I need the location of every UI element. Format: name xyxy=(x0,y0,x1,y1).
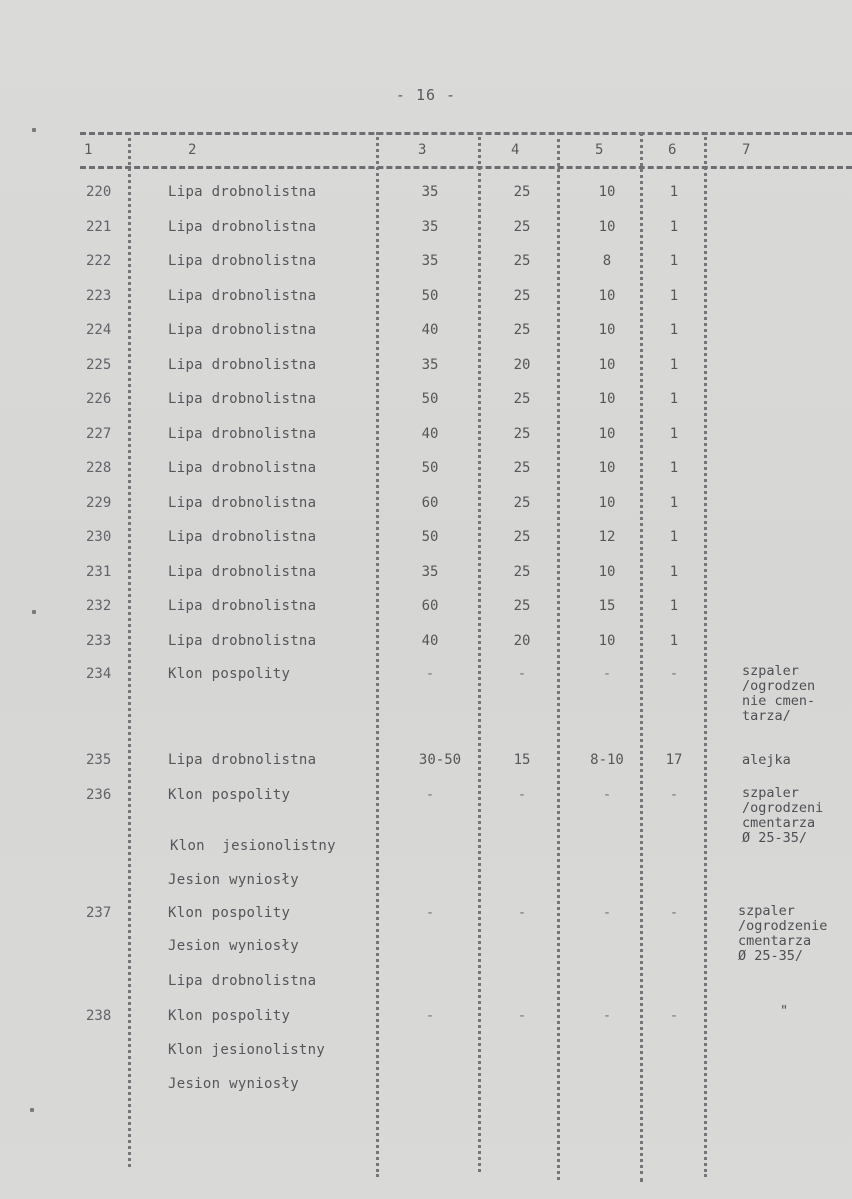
species-name: Jesion wyniosły xyxy=(168,938,299,954)
col5-value: 10 xyxy=(598,322,616,338)
table-row xyxy=(0,973,852,997)
row-number: 234 xyxy=(86,666,112,682)
punch-mark xyxy=(30,1108,34,1112)
col6-value: 17 xyxy=(665,752,683,768)
species-name: Lipa drobnolistna xyxy=(168,253,317,269)
row-number: 227 xyxy=(86,426,112,442)
col4-value: 25 xyxy=(513,322,531,338)
col3-value: 35 xyxy=(421,253,439,269)
punch-mark xyxy=(32,128,36,132)
row-number: 237 xyxy=(86,905,112,921)
col4-value: 15 xyxy=(513,752,531,768)
table-row xyxy=(0,666,852,690)
col3-value: 35 xyxy=(421,184,439,200)
species-name: Klon jesionolistny xyxy=(168,1042,326,1058)
table-row xyxy=(0,253,852,277)
column-header-5: 5 xyxy=(595,142,604,158)
col4-value: 25 xyxy=(513,219,531,235)
col6-value: 1 xyxy=(669,564,679,580)
table-row xyxy=(0,633,852,657)
row-number: 223 xyxy=(86,288,112,304)
page-number: - 16 - xyxy=(395,86,457,104)
col6-value: - xyxy=(669,787,679,803)
col6-value: 1 xyxy=(669,253,679,269)
col6-value: 1 xyxy=(669,184,679,200)
table-row xyxy=(0,564,852,588)
col3-value: 35 xyxy=(421,357,439,373)
species-name: Lipa drobnolistna xyxy=(168,219,317,235)
col6-value: - xyxy=(669,905,679,921)
col3-value: 40 xyxy=(421,633,439,649)
remark-note: alejka xyxy=(742,752,791,768)
col6-value: 1 xyxy=(669,598,679,614)
row-number: 235 xyxy=(86,752,112,768)
col5-value: 12 xyxy=(598,529,616,545)
col3-value: 40 xyxy=(421,426,439,442)
col5-value: 10 xyxy=(598,633,616,649)
row-number: 231 xyxy=(86,564,112,580)
header-bottom-rule xyxy=(80,166,852,169)
col3-value: - xyxy=(425,1008,435,1024)
column-header-4: 4 xyxy=(511,142,520,158)
species-name: Klon jesionolistny xyxy=(170,838,336,854)
col3-value: 30-50 xyxy=(418,752,462,768)
species-name: Lipa drobnolistna xyxy=(168,495,317,511)
species-name: Klon pospolity xyxy=(168,666,291,682)
row-number: 236 xyxy=(86,787,112,803)
col4-value: 25 xyxy=(513,288,531,304)
table-row xyxy=(0,219,852,243)
row-number: 238 xyxy=(86,1008,112,1024)
species-name: Lipa drobnolistna xyxy=(168,752,317,768)
col3-value: 40 xyxy=(421,322,439,338)
col4-value: 25 xyxy=(513,391,531,407)
column-header-2: 2 xyxy=(188,142,197,158)
table-row xyxy=(0,322,852,346)
table-row xyxy=(0,838,852,862)
table-row xyxy=(0,938,852,962)
col6-value: 1 xyxy=(669,460,679,476)
col4-value: 25 xyxy=(513,253,531,269)
col3-value: 50 xyxy=(421,529,439,545)
col3-value: 50 xyxy=(421,391,439,407)
col3-value: 50 xyxy=(421,288,439,304)
species-name: Lipa drobnolistna xyxy=(168,564,317,580)
species-name: Klon pospolity xyxy=(168,1008,291,1024)
row-number: 233 xyxy=(86,633,112,649)
col5-value: 8-10 xyxy=(590,752,624,768)
table-row xyxy=(0,752,852,776)
species-name: Klon pospolity xyxy=(168,905,291,921)
column-header-6: 6 xyxy=(668,142,677,158)
row-number: 225 xyxy=(86,357,112,373)
table-row xyxy=(0,787,852,811)
col5-value: 10 xyxy=(598,460,616,476)
col4-value: - xyxy=(517,666,527,682)
col4-value: 25 xyxy=(513,184,531,200)
table-row xyxy=(0,426,852,450)
remark-note: szpaler /ogrodzen nie cmen- tarza/ xyxy=(742,663,816,724)
species-name: Lipa drobnolistna xyxy=(168,357,317,373)
row-number: 222 xyxy=(86,253,112,269)
species-name: Lipa drobnolistna xyxy=(168,529,317,545)
col5-value: - xyxy=(602,1008,612,1024)
species-name: Lipa drobnolistna xyxy=(168,322,317,338)
table-row xyxy=(0,1042,852,1066)
col6-value: 1 xyxy=(669,391,679,407)
col3-value: 60 xyxy=(421,598,439,614)
col6-value: 1 xyxy=(669,288,679,304)
col4-value: 25 xyxy=(513,495,531,511)
col5-value: 10 xyxy=(598,184,616,200)
col6-value: - xyxy=(669,666,679,682)
table-row xyxy=(0,288,852,312)
col6-value: 1 xyxy=(669,495,679,511)
col4-value: - xyxy=(517,787,527,803)
table-row xyxy=(0,391,852,415)
species-name: Lipa drobnolistna xyxy=(168,973,317,989)
col5-value: - xyxy=(602,787,612,803)
col5-value: - xyxy=(602,905,612,921)
col4-value: - xyxy=(517,905,527,921)
col6-value: 1 xyxy=(669,322,679,338)
table-row xyxy=(0,1008,852,1032)
col5-value: 15 xyxy=(598,598,616,614)
col4-value: 20 xyxy=(513,633,531,649)
col3-value: 60 xyxy=(421,495,439,511)
col5-value: 8 xyxy=(602,253,612,269)
row-number: 226 xyxy=(86,391,112,407)
col5-value: 10 xyxy=(598,426,616,442)
col6-value: 1 xyxy=(669,633,679,649)
table-row xyxy=(0,529,852,553)
row-number: 230 xyxy=(86,529,112,545)
species-name: Jesion wyniosły xyxy=(168,1076,299,1092)
col3-value: - xyxy=(425,787,435,803)
col3-value: 50 xyxy=(421,460,439,476)
col5-value: 10 xyxy=(598,357,616,373)
col6-value: - xyxy=(669,1008,679,1024)
column-header-1: 1 xyxy=(84,142,93,158)
col3-value: - xyxy=(425,666,435,682)
col5-value: 10 xyxy=(598,495,616,511)
row-number: 224 xyxy=(86,322,112,338)
col5-value: 10 xyxy=(598,288,616,304)
col3-value: - xyxy=(425,905,435,921)
col6-value: 1 xyxy=(669,426,679,442)
col4-value: 25 xyxy=(513,426,531,442)
table-row xyxy=(0,460,852,484)
col3-value: 35 xyxy=(421,219,439,235)
table-row xyxy=(0,357,852,381)
species-name: Lipa drobnolistna xyxy=(168,184,317,200)
species-name: Lipa drobnolistna xyxy=(168,426,317,442)
col4-value: 20 xyxy=(513,357,531,373)
col4-value: 25 xyxy=(513,564,531,580)
row-number: 228 xyxy=(86,460,112,476)
remark-note: szpaler /ogrodzeni cmentarza Ø 25-35/ xyxy=(742,785,824,846)
table-row xyxy=(0,184,852,208)
col6-value: 1 xyxy=(669,357,679,373)
col4-value: 25 xyxy=(513,529,531,545)
col4-value: 25 xyxy=(513,460,531,476)
row-number: 229 xyxy=(86,495,112,511)
column-header-3: 3 xyxy=(418,142,427,158)
column-header-7: 7 xyxy=(742,142,751,158)
col6-value: 1 xyxy=(669,219,679,235)
ditto-mark: " xyxy=(780,1003,789,1019)
species-name: Lipa drobnolistna xyxy=(168,633,317,649)
col6-value: 1 xyxy=(669,529,679,545)
col5-value: 10 xyxy=(598,391,616,407)
row-number: 232 xyxy=(86,598,112,614)
table-row xyxy=(0,1076,852,1100)
table-top-rule xyxy=(80,132,852,135)
col4-value: 25 xyxy=(513,598,531,614)
species-name: Klon pospolity xyxy=(168,787,291,803)
species-name: Lipa drobnolistna xyxy=(168,391,317,407)
col5-value: 10 xyxy=(598,219,616,235)
table-row xyxy=(0,872,852,896)
species-name: Jesion wyniosły xyxy=(168,872,299,888)
col4-value: - xyxy=(517,1008,527,1024)
row-number: 220 xyxy=(86,184,112,200)
species-name: Lipa drobnolistna xyxy=(168,460,317,476)
table-row xyxy=(0,495,852,519)
col3-value: 35 xyxy=(421,564,439,580)
col5-value: 10 xyxy=(598,564,616,580)
col5-value: - xyxy=(602,666,612,682)
table-row xyxy=(0,598,852,622)
remark-note: szpaler /ogrodzenie cmentarza Ø 25-35/ xyxy=(738,903,828,964)
row-number: 221 xyxy=(86,219,112,235)
table-row xyxy=(0,905,852,929)
species-name: Lipa drobnolistna xyxy=(168,288,317,304)
species-name: Lipa drobnolistna xyxy=(168,598,317,614)
